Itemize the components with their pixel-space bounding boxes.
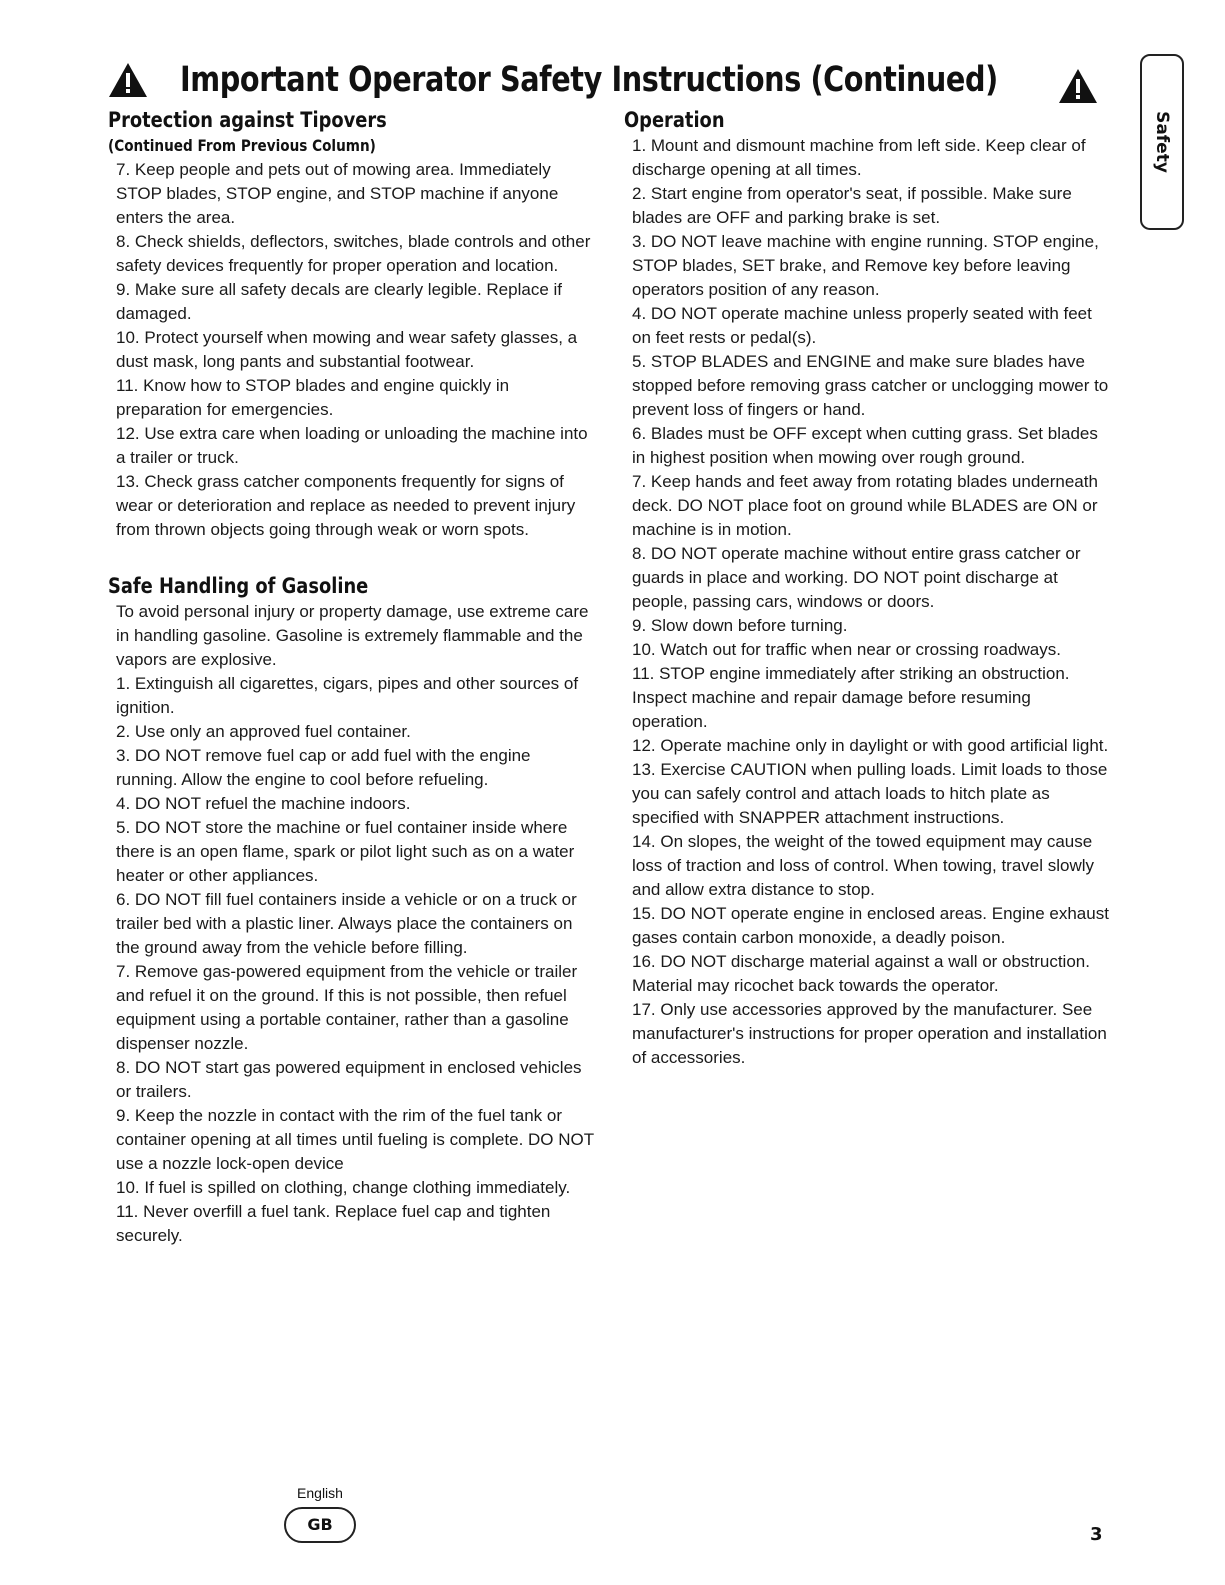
- list-item: 7. Remove gas-powered equipment from the vehicle or trailer and refuel it on the ground. If this is not possible, then refuel equipment using a portable container, rather than a gasoline dispenser nozzle.: [116, 962, 578, 1053]
- list-item: 6. Blades must be OFF except when cutting grass. Set blades in highest position when mowing over rough ground.: [632, 424, 1098, 467]
- list-item: 6. DO NOT fill fuel containers inside a vehicle or on a truck or trailer bed with a plastic liner. Always place the containers on the ground away from the vehicle before filling.: [116, 890, 577, 957]
- page-header: [108, 58, 1098, 106]
- warning-triangle-icon: [1058, 68, 1098, 104]
- list-item: 8. Check shields, deflectors, switches, blade controls and other safety devices frequently for proper operation and location.: [116, 232, 591, 275]
- list-item: 13. Check grass catcher components frequently for signs of wear or deterioration and replace as needed to prevent injury from thrown objects going through weak or worn spots.: [116, 472, 576, 539]
- list-item: 11. Never overfill a fuel tank. Replace fuel cap and tighten securely.: [116, 1202, 551, 1245]
- tipovers-list: [108, 158, 594, 542]
- list-item: 7. Keep people and pets out of mowing area. Immediately STOP blades, STOP engine, and STOP machine if anyone enters the area.: [116, 160, 559, 227]
- list-item: 14. On slopes, the weight of the towed equipment may cause loss of traction and loss of control. When towing, travel slowly and allow extra distance to stop.: [632, 832, 1095, 899]
- list-item: 15. DO NOT operate engine in enclosed areas. Engine exhaust gases contain carbon monoxide, a deadly poison.: [632, 904, 1109, 947]
- list-item: 11. STOP engine immediately after striking an obstruction. Inspect machine and repair damage before resuming operation.: [632, 664, 1070, 731]
- language-label: English: [297, 1485, 343, 1501]
- section-heading-gasoline: Safe Handling of Gasoline: [108, 574, 369, 598]
- list-item: 5. STOP BLADES and ENGINE and make sure blades have stopped before removing grass catcher or unclogging mower to prevent loss of fingers or hand.: [632, 352, 1109, 419]
- list-item: 10. Protect yourself when mowing and wear safety glasses, a dust mask, long pants and substantial footwear.: [116, 328, 578, 371]
- list-item: 2. Use only an approved fuel container.: [116, 722, 411, 741]
- language-indicator: [282, 1483, 358, 1543]
- right-column: [624, 106, 1110, 1070]
- list-item: 8. DO NOT start gas powered equipment in enclosed vehicles or trailers.: [116, 1058, 582, 1101]
- list-item: 10. If fuel is spilled on clothing, change clothing immediately.: [116, 1178, 571, 1197]
- list-item: 2. Start engine from operator's seat, if possible. Make sure blades are OFF and parking brake is set.: [632, 184, 1072, 227]
- list-item: 9. Make sure all safety decals are clearly legible. Replace if damaged.: [116, 280, 562, 323]
- list-item: 5. DO NOT store the machine or fuel container inside where there is an open flame, spark or pilot light such as on a water heater or other appliances.: [116, 818, 575, 885]
- list-item: 3. DO NOT remove fuel cap or add fuel with the engine running. Allow the engine to cool before refueling.: [116, 746, 531, 789]
- list-item: 1. Mount and dismount machine from left side. Keep clear of discharge opening at all times.: [632, 136, 1086, 179]
- list-item: 12. Use extra care when loading or unloading the machine into a trailer or truck.: [116, 424, 588, 467]
- list-item: 4. DO NOT operate machine unless properly seated with feet on feet rests or pedal(s).: [632, 304, 1092, 347]
- section-heading-operation: Operation: [624, 108, 725, 132]
- list-item: 10. Watch out for traffic when near or crossing roadways.: [632, 640, 1061, 659]
- left-column: [108, 106, 594, 1248]
- list-item: 8. DO NOT operate machine without entire grass catcher or guards in place and working. DO NOT point discharge at people, passing cars, windows or doors.: [632, 544, 1081, 611]
- language-badge: GB: [284, 1507, 356, 1543]
- list-item: 4. DO NOT refuel the machine indoors.: [116, 794, 411, 813]
- list-item: 16. DO NOT discharge material against a wall or obstruction. Material may ricochet back towards the operator.: [632, 952, 1090, 995]
- list-item: 9. Slow down before turning.: [632, 616, 848, 635]
- page-title: Important Operator Safety Instructions (Continued): [180, 60, 998, 100]
- list-item: 17. Only use accessories approved by the manufacturer. See manufacturer's instructions for proper operation and installation of accessories.: [632, 1000, 1107, 1067]
- warning-triangle-icon: [108, 62, 148, 98]
- list-item: 3. DO NOT leave machine with engine running. STOP engine, STOP blades, SET brake, and Remove key before leaving operators position of any reason.: [632, 232, 1099, 299]
- list-item: 13. Exercise CAUTION when pulling loads. Limit loads to those you can safely control and attach loads to hitch plate as specified with SNAPPER attachment instructions.: [632, 760, 1108, 827]
- section-subheading: (Continued From Previous Column): [108, 136, 376, 155]
- list-item: 12. Operate machine only in daylight or with good artificial light.: [632, 736, 1109, 755]
- gasoline-list: [108, 600, 594, 1248]
- operation-list: [624, 134, 1110, 1070]
- list-item: 9. Keep the nozzle in contact with the rim of the fuel tank or container opening at all times until fueling is complete. DO NOT use a nozzle lock-open device: [116, 1106, 594, 1173]
- section-tab-safety: [1140, 54, 1184, 230]
- section-intro: To avoid personal injury or property damage, use extreme care in handling gasoline. Gasoline is extremely flammable and the vapors are explosive.: [116, 602, 589, 669]
- list-item: 11. Know how to STOP blades and engine quickly in preparation for emergencies.: [116, 376, 510, 419]
- list-item: 7. Keep hands and feet away from rotating blades underneath deck. DO NOT place foot on ground while BLADES are ON or machine is in motion.: [632, 472, 1098, 539]
- page-number: 3: [1090, 1524, 1103, 1545]
- section-tab-label: Safety: [1152, 111, 1172, 173]
- section-heading-tipovers: Protection against Tipovers: [108, 108, 387, 132]
- list-item: 1. Extinguish all cigarettes, cigars, pipes and other sources of ignition.: [116, 674, 579, 717]
